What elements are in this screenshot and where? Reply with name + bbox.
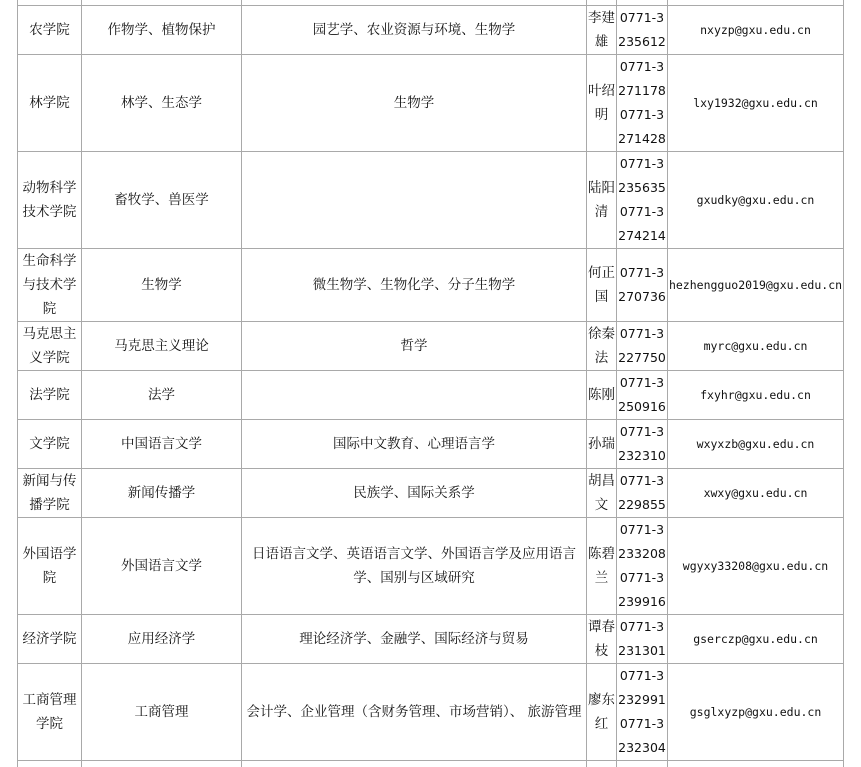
direction-text: 国际中文教育、心理语言学 [333, 436, 495, 452]
phone-number: 0771-3232991 [618, 668, 666, 707]
email-cell: hezhengguo2019@gxu.edu.cn [668, 249, 844, 322]
phone-number: 0771-3227750 [618, 326, 666, 365]
email-cell: wgyxy33208@gxu.edu.cn [668, 518, 844, 615]
direction-cell [242, 152, 587, 249]
table-row [18, 152, 844, 249]
phone-number: 0771-3235635 [618, 156, 666, 195]
phone-cell [617, 371, 668, 420]
contact-person-cell: 陈碧兰 [587, 518, 617, 615]
email-cell: gserczp@gxu.edu.cn [668, 615, 844, 664]
contact-person-cell: 谭春枝 [587, 615, 617, 664]
direction-text: 园艺学、农业资源与环境、生物学 [312, 22, 516, 38]
phone-cell [617, 518, 668, 615]
direction-text: 生物学 [393, 95, 435, 111]
phone-number: 0771-3229855 [618, 473, 666, 512]
direction-text: 微生物学、生物化学、分子生物学 [312, 277, 516, 293]
email-cell: nxyzp@gxu.edu.cn [668, 6, 844, 55]
table-cell [242, 761, 587, 767]
contact-person-cell: 陆阳清 [587, 152, 617, 249]
email-cell: fxyhr@gxu.edu.cn [668, 371, 844, 420]
direction-cell [242, 249, 587, 322]
major-cell: 工商管理 [82, 664, 242, 761]
direction-text: 哲学 [400, 338, 428, 354]
phone-number: 0771-3232304 [618, 716, 666, 755]
table-row [18, 615, 844, 664]
email-cell: lxy1932@gxu.edu.cn [668, 55, 844, 152]
contact-person-cell: 何正国 [587, 249, 617, 322]
direction-cell [242, 615, 587, 664]
contact-person-cell: 叶绍明 [587, 55, 617, 152]
major-cell: 新闻传播学 [82, 469, 242, 518]
phone-cell [617, 55, 668, 152]
table-cell [617, 761, 668, 767]
major-cell: 应用经济学 [82, 615, 242, 664]
phone-number: 0771-3271428 [618, 107, 666, 146]
email-cell: xwxy@gxu.edu.cn [668, 469, 844, 518]
table-cell [18, 761, 82, 767]
college-cell: 文学院 [18, 420, 82, 469]
major-cell: 马克思主义理论 [82, 322, 242, 371]
email-cell: gxudky@gxu.edu.cn [668, 152, 844, 249]
contact-person-cell: 孙瑞 [587, 420, 617, 469]
email-cell: myrc@gxu.edu.cn [668, 322, 844, 371]
direction-cell [242, 469, 587, 518]
phone-number: 0771-3274214 [618, 204, 666, 243]
college-cell: 新闻与传播学院 [18, 469, 82, 518]
table-row-partial-bottom [18, 761, 844, 767]
table-row [18, 249, 844, 322]
table-row [18, 55, 844, 152]
direction-cell [242, 420, 587, 469]
college-cell: 法学院 [18, 371, 82, 420]
direction-text: 民族学、国际关系学 [353, 485, 475, 501]
phone-cell [617, 615, 668, 664]
phone-number: 0771-3231301 [618, 619, 666, 658]
phone-cell [617, 152, 668, 249]
contact-person-cell: 胡昌文 [587, 469, 617, 518]
table-row [18, 322, 844, 371]
phone-cell [617, 249, 668, 322]
table-row [18, 371, 844, 420]
phone-number: 0771-3232310 [618, 424, 666, 463]
phone-cell [617, 6, 668, 55]
direction-cell [242, 371, 587, 420]
contact-person-cell: 李建雄 [587, 6, 617, 55]
table-cell [82, 761, 242, 767]
phone-number: 0771-3271178 [618, 59, 666, 98]
phone-number: 0771-3233208 [618, 522, 666, 561]
table-row [18, 518, 844, 615]
contact-person-cell: 廖东红 [587, 664, 617, 761]
college-cell: 农学院 [18, 6, 82, 55]
major-cell: 外国语言文学 [82, 518, 242, 615]
college-cell: 林学院 [18, 55, 82, 152]
college-cell: 生命科学与技术学院 [18, 249, 82, 322]
college-cell: 经济学院 [18, 615, 82, 664]
email-cell: wxyxzb@gxu.edu.cn [668, 420, 844, 469]
college-cell: 工商管理学院 [18, 664, 82, 761]
phone-cell [617, 420, 668, 469]
table-cell [587, 761, 617, 767]
direction-text: 理论经济学、金融学、国际经济与贸易 [299, 631, 529, 647]
major-cell: 中国语言文学 [82, 420, 242, 469]
college-cell: 马克思主义学院 [18, 322, 82, 371]
phone-cell [617, 322, 668, 371]
contact-person-cell: 陈刚 [587, 371, 617, 420]
major-cell: 法学 [82, 371, 242, 420]
phone-number: 0771-3235612 [618, 10, 666, 49]
direction-cell [242, 664, 587, 761]
direction-cell [242, 6, 587, 55]
table-row [18, 469, 844, 518]
major-cell: 作物学、植物保护 [82, 6, 242, 55]
direction-text: 会计学、企业管理（含财务管理、市场营销）、 旅游管理 [246, 704, 582, 720]
direction-cell [242, 55, 587, 152]
direction-cell [242, 518, 587, 615]
phone-number: 0771-3250916 [618, 375, 666, 414]
contact-person-cell: 徐秦法 [587, 322, 617, 371]
college-cell: 动物科学技术学院 [18, 152, 82, 249]
college-contact-grid [17, 0, 844, 767]
major-cell: 生物学 [82, 249, 242, 322]
table-row [18, 6, 844, 55]
college-cell: 外国语学院 [18, 518, 82, 615]
phone-number: 0771-3270736 [618, 265, 666, 304]
table-row [18, 420, 844, 469]
direction-cell [242, 322, 587, 371]
table-cell [668, 761, 844, 767]
major-cell: 畜牧学、兽医学 [82, 152, 242, 249]
direction-text: 日语语言文学、英语语言文学、外国语言学及应用语言学、国别与区域研究 [252, 546, 576, 586]
table-row [18, 664, 844, 761]
phone-number: 0771-3239916 [618, 570, 666, 609]
phone-cell [617, 664, 668, 761]
major-cell: 林学、生态学 [82, 55, 242, 152]
email-cell: gsglxyzp@gxu.edu.cn [668, 664, 844, 761]
phone-cell [617, 469, 668, 518]
